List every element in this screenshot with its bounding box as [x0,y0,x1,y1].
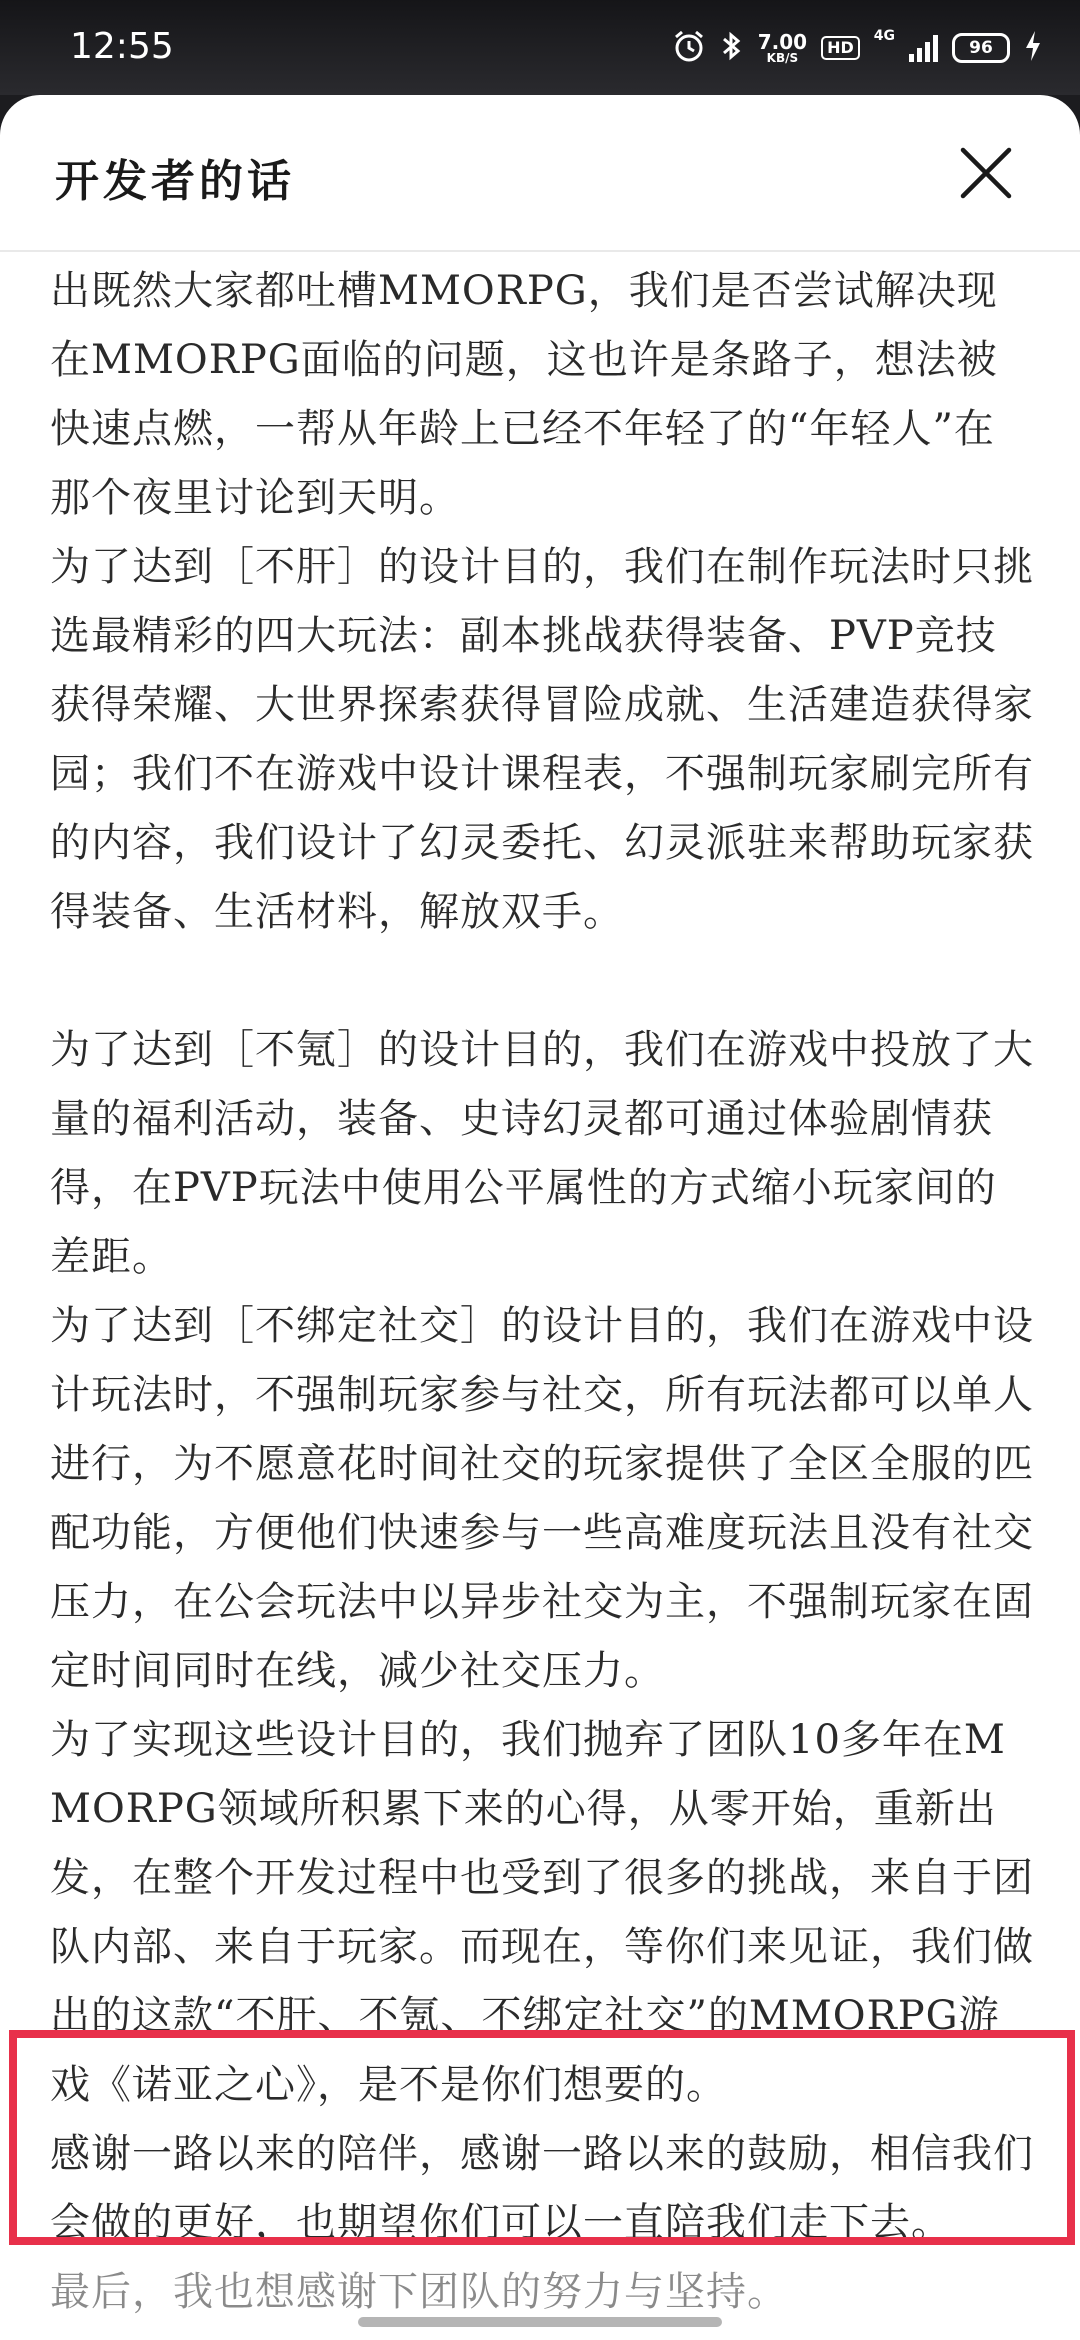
bluetooth-icon [720,29,744,67]
battery-level: 96 [969,38,993,58]
paragraph-1: 出既然大家都吐槽MMORPG，我们是否尝试解决现在MMORPG面临的问题，这也许是条路子，想法被快速点燃，一帮从年龄上已经不年轻了的“年轻人”在那个夜里讨论到天明。 [50,268,998,521]
paragraph-6: 感谢一路以来的陪伴，感谢一路以来的鼓励，相信我们会做的更好，也期望你们可以一直陪我们走下去。 [50,2131,1034,2246]
developer-notes-sheet [0,95,1080,2340]
paragraph-5: 为了实现这些设计目的，我们抛弃了团队10多年在MMORPG领域所积累下来的心得，从零开始，重新出发，在整个开发过程中也受到了很多的挑战，来自于团队内部、来自于玩家。而现在，等你们来见证，我们做出的这款“不肝、不氪、不绑定社交”的MMORPG游戏《诺亚之心》，是不是你们想要的。 [50,1717,1034,2108]
hd-badge: HD [821,36,860,60]
net-speed-value: 7.00 [757,30,808,54]
paragraph-4: 为了达到［不绑定社交］的设计目的，我们在游戏中设计玩法时，不强制玩家参与社交，所有玩法都可以单人进行，为不愿意花时间社交的玩家提供了全区全服的匹配功能，方便他们快速参与一些高难度玩法且没有社交压力，在公会玩法中以异步社交为主，不强制玩家在固定时间同时在线，减少社交压力。 [50,1303,1034,1694]
close-button[interactable] [958,145,1014,201]
net-speed-unit: KB/S [766,51,799,65]
sheet-title: 开发者的话 [55,156,295,207]
close-icon [958,145,1014,201]
network-type: 4G [873,28,895,44]
charging-icon [1024,30,1042,66]
status-bar [0,0,1080,95]
sheet-header [0,95,1080,252]
home-indicator[interactable] [358,2317,722,2327]
paragraph-3: 为了达到［不氪］的设计目的，我们在游戏中投放了大量的福利活动，装备、史诗幻灵都可通过体验剧情获得，在PVP玩法中使用公平属性的方式缩小玩家间的差距。 [50,1027,1034,1280]
battery-icon [952,33,1010,63]
status-time: 12:55 [70,26,174,67]
notes-content[interactable] [0,252,1080,2340]
net-speed [758,32,807,64]
alarm-icon [672,29,706,67]
paragraph-7: 最后，我也想感谢下团队的努力与坚持。 [50,2269,788,2315]
signal-icon [909,34,938,62]
highlight-box [9,2030,1075,2245]
status-icons [672,24,1042,72]
paragraph-2: 为了达到［不肝］的设计目的，我们在制作玩法时只挑选最精彩的四大玩法：副本挑战获得装备、PVP竞技获得荣耀、大世界探索获得冒险成就、生活建造获得家园；我们不在游戏中设计课程表，不强制玩家刷完所有的内容，我们设计了幻灵委托、幻灵派驻来帮助玩家获得装备、生活材料，解放双手。 [50,544,1034,935]
